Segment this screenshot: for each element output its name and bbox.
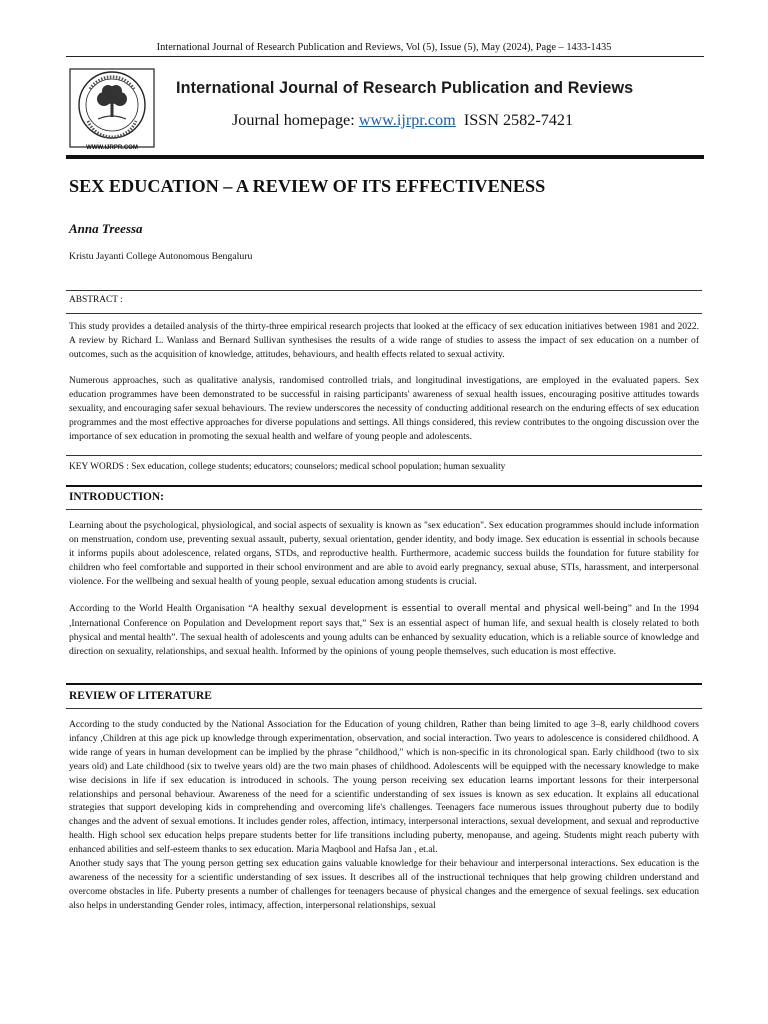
keywords-rule <box>66 455 702 456</box>
homepage-link[interactable]: www.ijrpr.com <box>358 111 456 129</box>
abstract-label-rule <box>66 313 702 314</box>
intro-p2-start: According to the World Health Organisation “ <box>69 603 253 614</box>
header-rule <box>66 56 704 57</box>
logo-url-text: WWW.IJRPR.COM <box>86 145 138 151</box>
issn: ISSN 2582-7421 <box>463 111 574 129</box>
review-top-rule <box>66 683 702 685</box>
tree-seal-icon <box>68 67 156 149</box>
review-paragraph-2: Another study says that The young person getting sex education gains valuable knowledge for their behaviour and interpersonal interactions. Sex education is the awareness of the necessity for a scientific understanding of sex issues. It describes all of the instructional techniques that help growing children understand and overcome obstacles in life. Puberty presents a number of challenges for teenagers because of physical changes and the emergence of sexual feelings. sex education also helps in understanding Gender roles, intimacy, affection, interpersonal relationships, sexual <box>69 858 699 911</box>
journal-banner <box>66 60 702 152</box>
who-quote: A healthy sexual development is essential to overall mental and physical well-being <box>252 604 628 614</box>
introduction-heading: INTRODUCTION: <box>69 491 164 503</box>
journal-name: International Journal of Research Publication and Reviews <box>176 79 634 97</box>
journal-homepage-line <box>232 111 672 130</box>
author-affiliation: Kristu Jayanti College Autonomous Bengaluru <box>69 251 253 262</box>
abstract-top-rule <box>66 290 702 291</box>
banner-rule <box>66 155 704 159</box>
introduction-paragraph-2 <box>69 602 699 659</box>
review-rule <box>66 708 702 709</box>
journal-logo <box>68 67 156 149</box>
author-name: Anna Treessa <box>69 221 143 236</box>
introduction-rule <box>66 509 702 510</box>
intro-p2-rest: ” and In the 1994 ,International Conference on Population and Development report says that,” Sex is an essential aspect of human life, and sexual health is closely related to both physical and mental health”. The sexual health of adolescents and young adults can be enhanced by sexuality education, which is a reliable source of knowledge and direction on sexuality, relationships, and sexual health. Informed by the opinions of young people themselves, such education is most effective. <box>69 603 700 657</box>
article-title: SEX EDUCATION – A REVIEW OF ITS EFFECTIVENESS <box>69 176 546 196</box>
homepage-label: Journal homepage: <box>232 111 359 129</box>
running-head: International Journal of Research Publication and Reviews, Vol (5), Issue (5), May (2024), Page – 1433-1435 <box>156 42 612 53</box>
abstract-paragraph-1: This study provides a detailed analysis of the thirty-three empirical research projects that looked at the efficacy of sex education initiatives between 1981 and 2022. A review by Richard L. Wanlass and Bernard Sullivan synthesises the results of a wide range of studies to assess the impact of sex education on a number of outcomes, such as the acquisition of knowledge, attitudes, behaviours, and health effects related to sexual activity. <box>69 321 699 360</box>
review-paragraph-1: According to the study conducted by the National Association for the Education of young children, Rather than being limited to age 3–8, early childhood covers infancy ,Children at this age pick up knowledge through experimentation, observation, and social interaction. Two years to adolescence is considered childhood. A wide range of years in human development can be implied by the phrase "childhood," which is non-specific in its chronological span. Early childhood (two to six years old) and Late childhood (six to twelve years old) are the two main phases of childhood. Adolescents will be equipped with the necessary knowledge to make wise decisions in life if sex education is introduced in schools. The young person receiving sex education learns important lessons for their interpersonal relationships and personal behaviour. Awareness of the need for a scientific understanding of sex issues is known as sex education. It explains all educational strategies that support developing kids in comprehending and overcoming life's challenges. Teenagers face numerous issues throughout puberty due to bodily changes and the advent of sexual emotions. It includes gender roles, affection, intimacy, interpersonal interactions, sexual development, and sexual and reproductive health. High school sex education helps prepare students better for life transitions including puberty, menopause, and ageing. Students might reach puberty with enhanced abilities and self-esteem thanks to sex education. Maria Maqbool and Hafsa Jan , et.al. <box>69 719 699 856</box>
keywords-bottom-rule <box>66 485 702 487</box>
keywords: KEY WORDS : Sex education, college students; educators; counselors; medical school population; human sexuality <box>69 462 506 472</box>
abstract-paragraph-2: Numerous approaches, such as qualitative analysis, randomised controlled trials, and longitudinal investigations, are employed in the evaluated papers. Sex education programmes have been demonstrated to be successful in raising participants' awareness of sexual health issues, encouraging positive attitudes towards sexuality, and encouraging safer sexual behaviours. The review underscores the necessity of conducting additional research on the enduring effects of sex education programmes and the most effective approaches for diverse populations and settings. All things considered, this review contributes to the ongoing discussion over the importance of sex education in promoting the sexual health and welfare of young people and adolescents. <box>69 375 699 442</box>
review-heading: REVIEW OF LITERATURE <box>69 690 212 702</box>
introduction-paragraph-1: Learning about the psychological, physiological, and social aspects of sexuality is known as "sex education". Sex education programmes should include information on menstruation, condom use, preventing sexual assault, puberty, sexual orientation, gender identity, and body image. Sex education is essential in schools because it informs pupils about adolescence, related organs, STDs, and reproductive health. Furthermore, academic success builds the foundation for future stability for children who feel comfortable and supported in their school environment and are able to avoid early pregnancy, sexual abuse, STIs, harassment, and interpersonal violence. For the wellbeing and sexual health of young people, sexual education among students is crucial. <box>69 520 699 587</box>
abstract-label: ABSTRACT : <box>69 295 123 305</box>
